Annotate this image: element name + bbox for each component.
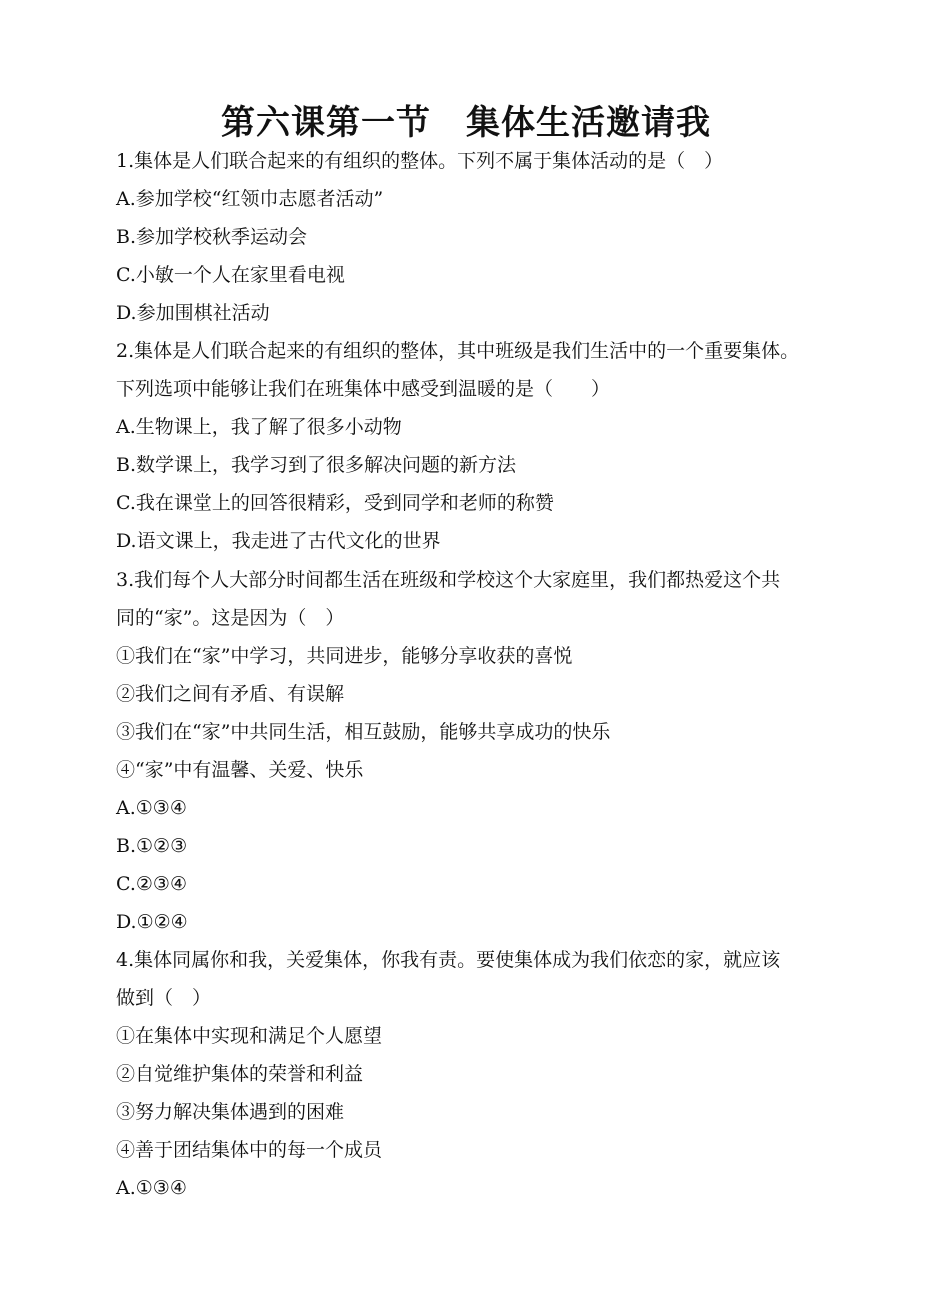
statement-4: ④善于团结集体中的每一个成员 — [116, 1139, 383, 1162]
option-c: C.我在课堂上的回答很精彩，受到同学和老师的称赞 — [116, 492, 554, 515]
question-1 — [116, 142, 836, 332]
question-stem: 1.集体是人们联合起来的有组织的整体。下列不属于集体活动的是（ ） — [116, 150, 724, 172]
question-stem: 3.我们每个人大部分时间都生活在班级和学校这个大家庭里，我们都热爱这个共 — [116, 568, 781, 591]
question-list — [116, 142, 836, 1207]
question-stem: 2.集体是人们联合起来的有组织的整体，其中班级是我们生活中的一个重要集体。 — [116, 340, 800, 363]
question-stem: 4.集体同属你和我，关爱集体，你我有责。要使集体成为我们依恋的家，就应该 — [116, 948, 781, 971]
question-2 — [116, 332, 836, 560]
option-a: A.①③④ — [116, 796, 187, 819]
question-4 — [116, 941, 836, 1207]
question-3 — [116, 561, 836, 941]
statement-2: ②自觉维护集体的荣誉和利益 — [116, 1063, 364, 1086]
statement-3: ③我们在“家”中共同生活，相互鼓励，能够共享成功的快乐 — [116, 720, 611, 743]
option-c: C.小敏一个人在家里看电视 — [116, 264, 345, 287]
question-stem: 下列选项中能够让我们在班集体中感受到温暖的是（ ） — [116, 378, 611, 401]
option-a: A.①③④ — [116, 1177, 187, 1200]
statement-1: ①在集体中实现和满足个人愿望 — [116, 1025, 383, 1048]
statement-2: ②我们之间有矛盾、有误解 — [116, 682, 345, 705]
option-d: D.语文课上，我走进了古代文化的世界 — [116, 530, 441, 553]
statement-3: ③努力解决集体遇到的困难 — [116, 1101, 345, 1124]
option-c: C.②③④ — [116, 872, 187, 895]
option-a: A.生物课上，我了解了很多小动物 — [116, 416, 402, 439]
option-b: B.①②③ — [116, 834, 188, 857]
option-d: D.①②④ — [116, 910, 188, 933]
question-stem: 同的“家”。这是因为（ ） — [116, 606, 345, 629]
statement-4: ④“家”中有温馨、关爱、快乐 — [116, 758, 364, 781]
option-b: B.数学课上，我学习到了很多解决问题的新方法 — [116, 454, 517, 477]
option-b: B.参加学校秋季运动会 — [116, 226, 308, 249]
statement-1: ①我们在“家”中学习，共同进步，能够分享收获的喜悦 — [116, 644, 573, 667]
option-a: A.参加学校“红领巾志愿者活动” — [116, 188, 384, 211]
page-title: 第六课第一节 集体生活邀请我 — [221, 103, 711, 143]
option-d: D.参加围棋社活动 — [116, 302, 270, 325]
question-stem: 做到（ ） — [116, 987, 212, 1010]
